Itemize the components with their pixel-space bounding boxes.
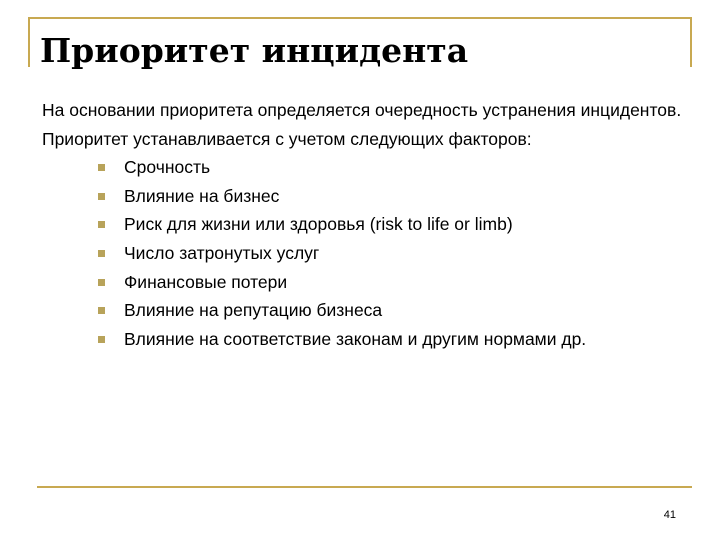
factor-label: Срочность	[124, 157, 211, 178]
title-frame-top-rule	[28, 17, 692, 19]
square-bullet-icon	[98, 250, 105, 257]
factor-list-item	[42, 210, 682, 239]
square-bullet-icon	[98, 221, 105, 228]
slide-body	[42, 96, 682, 353]
slide-title: Приоритет инцидента	[40, 31, 469, 70]
factors-lead-paragraph: Приоритет устанавливается с учетом следующих факторов:	[42, 128, 532, 149]
factor-label: Число затронутых услуг	[124, 242, 320, 263]
factor-list-item	[42, 325, 682, 354]
square-bullet-icon	[98, 279, 105, 286]
intro-paragraph: На основании приоритета определяется очередность устранения инцидентов.	[42, 100, 682, 120]
factor-list-item	[42, 268, 682, 297]
factor-list-item	[42, 296, 682, 325]
factor-list	[42, 153, 682, 353]
square-bullet-icon	[98, 336, 105, 343]
square-bullet-icon	[98, 164, 105, 171]
title-frame-right-rule	[690, 17, 692, 67]
factor-label: Влияние на бизнес	[124, 185, 280, 206]
title-frame-left-rule	[28, 17, 30, 67]
factor-label: Влияние на репутацию бизнеса	[124, 300, 383, 321]
square-bullet-icon	[98, 307, 105, 314]
factor-list-item	[42, 239, 682, 268]
factor-label: Риск для жизни или здоровья (risk to life or limb)	[124, 214, 513, 235]
factor-label: Финансовые потери	[124, 271, 288, 292]
factor-label: Влияние на соответствие законам и другим нормами др.	[124, 328, 587, 349]
factor-list-item	[42, 153, 682, 182]
page-number: 41	[663, 509, 676, 521]
square-bullet-icon	[98, 193, 105, 200]
footer-rule	[37, 486, 692, 488]
factor-list-item	[42, 182, 682, 211]
